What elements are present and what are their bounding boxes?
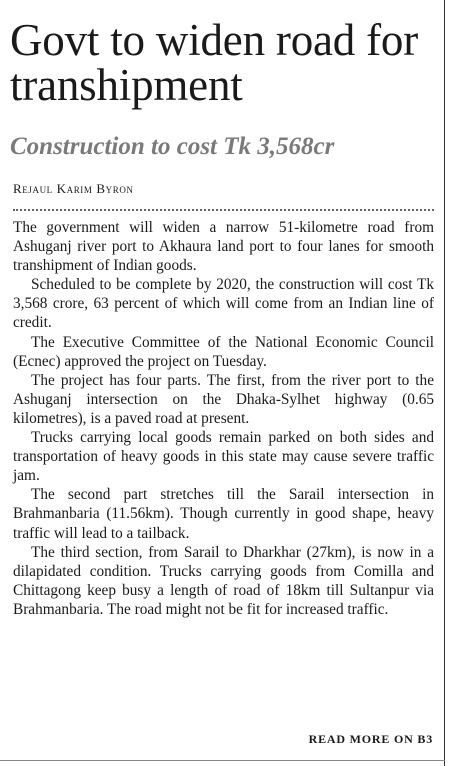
paragraph: The third section, from Sarail to Dharkhar (27km), is now in a dilapidated condition. Trucks carrying goods from Comilla and Chittagong keep busy a length of road of 18km till Sultanpur via Brahmanbaria. The road might not be fit for increased traffic.	[13, 543, 434, 618]
paragraph: The project has four parts. The first, from the river port to the Ashuganj intersection on the Dhaka-Sylhet highway (0.65 kilometres), is a paved road at present.	[13, 371, 434, 427]
paragraph: Trucks carrying local goods remain parked on both sides and transportation of heavy goods in this state may cause severe traffic jam.	[13, 429, 434, 485]
headline: Govt to widen road for transhipment	[10, 15, 419, 110]
byline: Rejaul Karim Byron	[13, 181, 134, 196]
paragraph: The second part stretches till the Sarail intersection in Brahmanbaria (11.56km). Though currently in good shape, heavy traffic will lead to a tailback.	[13, 486, 434, 542]
article-body	[13, 218, 434, 619]
paragraph: Scheduled to be complete by 2020, the construction will cost Tk 3,568 crore, 63 percent of which will come from an Indian line of credit.	[13, 276, 434, 332]
paragraph: The Executive Committee of the National Economic Council (Ecnec) approved the project on Tuesday.	[13, 333, 434, 370]
dotted-divider	[13, 209, 434, 211]
paragraph: The government will widen a narrow 51-kilometre road from Ashuganj river port to Akhaura land port to four lanes for smooth transhipment of Indian goods.	[13, 219, 434, 275]
subheadline: Construction to cost Tk 3,568cr	[10, 133, 335, 160]
column-rule	[444, 0, 445, 766]
read-more-link[interactable]: READ MORE ON B3	[308, 732, 433, 746]
bottom-rule	[0, 760, 445, 761]
